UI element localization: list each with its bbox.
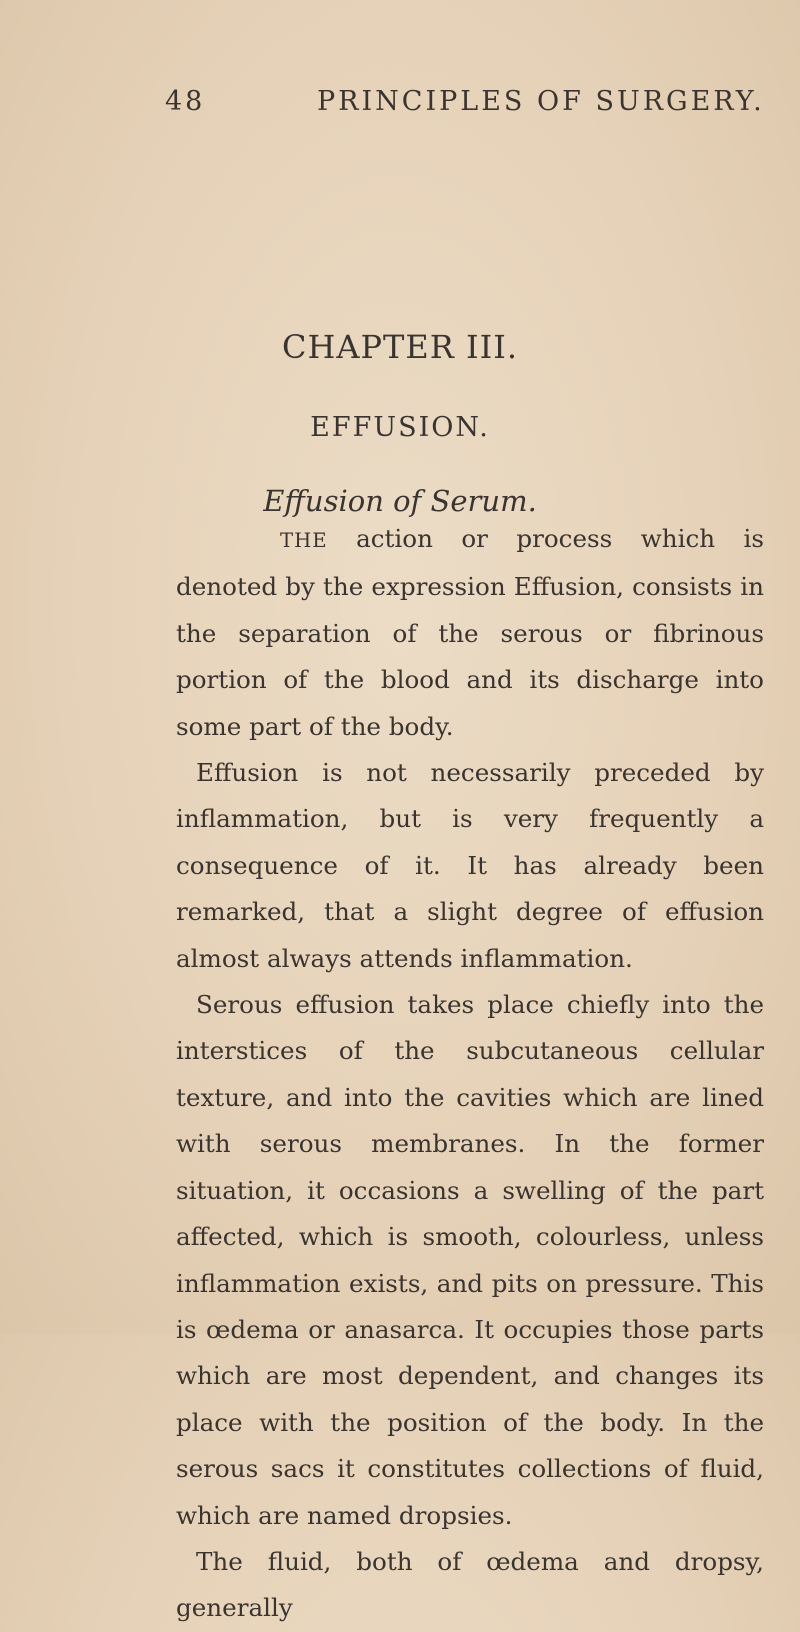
running-title: PRINCIPLES OF SURGERY. (317, 86, 765, 117)
paragraph: The fluid, both of œdema and dropsy, generally (176, 1546, 764, 1623)
paragraph (176, 516, 764, 750)
paragraph: Serous effusion takes place chiefly into the interstices of the subcutaneous cellular texture, and into the cavities which are lined with serous membranes. In the former situation, it occasions a swelling of the part affected, which is smooth, colourless, unless inflammation exists, and pits on pressure. This is œdema or anasarca. It occupies those parts which are most dependent, and changes its place with the position of the body. In the serous sacs it constitutes collections of fluid, which are named dropsies. (176, 990, 764, 1530)
paragraph: Effusion is not necessarily preceded by inflammation, but is very frequently a consequence of it. It has already been remarked, that a slight degree of effusion almost always attends inflammation. (176, 758, 764, 973)
paragraph-lead-word: THE (280, 529, 328, 552)
paragraph-text: action or process which is denoted by the expression Effusion, consists in the separation of the serous or fibrinous portion of the blood and its discharge into some part of the body. (176, 524, 764, 741)
page-number: 48 (165, 86, 206, 117)
body-text (176, 516, 764, 1632)
subsection-title: Effusion of Serum. (263, 484, 537, 518)
chapter-title: CHAPTER III. (281, 328, 519, 366)
section-title: EFFUSION. (310, 412, 490, 443)
